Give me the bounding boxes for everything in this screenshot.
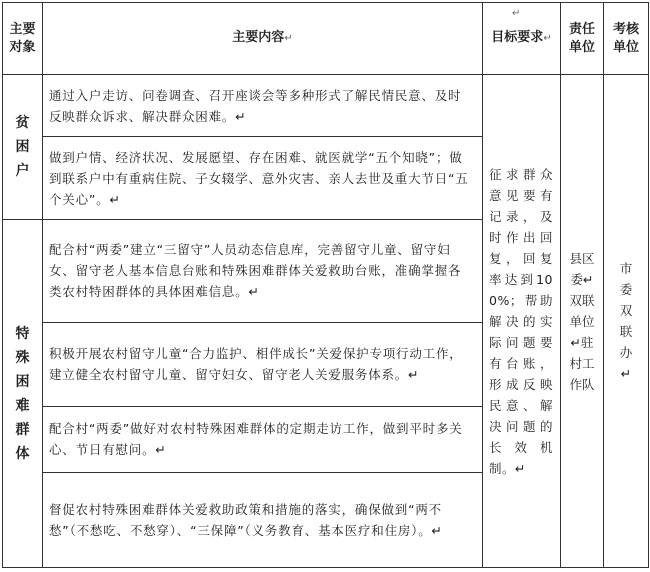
content-cell: 通过入户走访、问卷调查、召开座谈会等多种形式了解民情民意、及时反映群众诉求、解决群众困难。↵: [43, 75, 483, 137]
header-target: 主要对象: [3, 3, 43, 75]
assessment-cell: 市委双联办↵: [604, 75, 649, 568]
responsible-cell: 县区委↵双联单位↵驻村工作队: [561, 75, 604, 568]
content-cell: 做到户情、经济状况、发展愿望、存在困难、就医就学“五个知晓”；做到联系户中有重病住院、子女辍学、意外灾害、亲人去世及重大节日“五个关心”。↵: [43, 137, 483, 220]
target-poor-households: 贫困户: [3, 75, 43, 220]
header-responsible: 责任单位: [561, 3, 604, 75]
goal-cell: 征求群众意见要有记录，及时作出回复，回复率达到100%；帮助解决的实际问题要有台账，形成反映民意、解决问题的长效机制。↵: [483, 75, 561, 568]
table-header-row: [3, 3, 649, 75]
header-goal: 目标要求↵: [483, 3, 561, 75]
header-content: 主要内容↵: [43, 3, 483, 75]
responsibility-table: [2, 2, 649, 568]
paragraph-mark: ↵: [512, 8, 521, 19]
target-special-hardship-groups: 特殊困难群体: [3, 220, 43, 568]
header-assessment: 考核单位: [604, 3, 649, 75]
table-row: [3, 75, 649, 137]
content-cell: 配合村“两委”做好对农村特殊困难群体的定期走访工作，做到平时多关心、节日有慰问。↵: [43, 406, 483, 472]
content-cell: 督促农村特殊困难群体关爱救助政策和措施的落实，确保做到“两不愁”（不愁吃、不愁穿）、“三保障”（义务教育、基本医疗和住房）。↵: [43, 472, 483, 567]
content-cell: 积极开展农村留守儿童“合力监护、相伴成长”关爱保护专项行动工作，建立健全农村留守儿童、留守妇女、留守老人关爱服务体系。↵: [43, 322, 483, 406]
content-cell: 配合村“两委”建立“三留守”人员动态信息库，完善留守儿童、留守妇女、留守老人基本信息台账和特殊困难群体关爱救助台账，准确掌握各类农村特困群体的具体困难信息。↵: [43, 220, 483, 322]
